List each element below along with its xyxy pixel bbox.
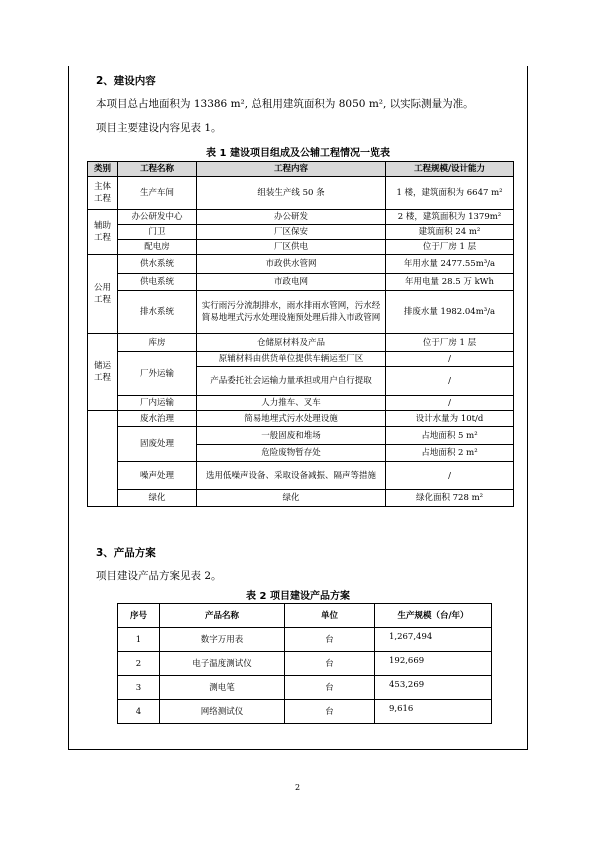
project-name: 厂外运输	[118, 352, 197, 396]
table2-header: 序号	[118, 604, 160, 628]
table-construction-content	[87, 161, 514, 507]
project-content: 一般固废和堆场	[197, 427, 386, 445]
project-content: 组装生产线 50 条	[197, 177, 386, 210]
project-scale: /	[386, 367, 514, 396]
table-product-plan	[117, 603, 492, 724]
paragraph-table-ref: 项目主要建设内容见表 1。	[96, 122, 222, 134]
project-name: 库房	[118, 334, 197, 352]
project-name: 噪声处理	[118, 462, 197, 490]
product-name: 网络测试仪	[160, 700, 285, 724]
product-scale: 1,267,494	[375, 628, 492, 652]
table2-header: 生产规模（台/年）	[375, 604, 492, 628]
product-no: 4	[118, 700, 160, 724]
product-name: 测电笔	[160, 676, 285, 700]
project-scale: 占地面积 2 m²	[386, 445, 514, 462]
page-number: 2	[294, 783, 301, 792]
project-scale: 2 楼，建筑面积为 1379m²	[386, 210, 514, 225]
project-scale: 位于厂房 1 层	[386, 334, 514, 352]
project-name: 办公研发中心	[118, 210, 197, 225]
project-content: 厂区保安	[197, 225, 386, 240]
paragraph-area: 本项目总占地面积为 13386 m², 总租用建筑面积为 8050 m², 以实际测量为准。	[96, 98, 474, 110]
project-content: 人力推车、叉车	[197, 396, 386, 411]
project-scale: /	[386, 462, 514, 490]
project-name: 供电系统	[118, 274, 197, 291]
product-no: 3	[118, 676, 160, 700]
project-scale: 位于厂房 1 层	[386, 240, 514, 255]
project-name: 废水治理	[118, 411, 197, 427]
product-no: 1	[118, 628, 160, 652]
category-aux: 辅助 工程	[88, 210, 118, 255]
project-content: 简易地埋式污水处理设施	[197, 411, 386, 427]
project-name: 供水系统	[118, 255, 197, 274]
product-scale: 9,616	[375, 700, 492, 724]
project-scale: 建筑面积 24 m²	[386, 225, 514, 240]
category-main: 主体 工程	[88, 177, 118, 210]
project-content: 绿化	[197, 490, 386, 507]
product-unit: 台	[285, 628, 375, 652]
product-no: 2	[118, 652, 160, 676]
product-scale: 453,269	[375, 676, 492, 700]
project-scale: 年用水量 2477.55m³/a	[386, 255, 514, 274]
project-scale: 年用电量 28.5 万 kWh	[386, 274, 514, 291]
product-unit: 台	[285, 700, 375, 724]
project-scale: /	[386, 352, 514, 367]
project-name: 配电房	[118, 240, 197, 255]
product-name: 电子温度测试仪	[160, 652, 285, 676]
product-name: 数字万用表	[160, 628, 285, 652]
table2-header: 单位	[285, 604, 375, 628]
product-unit: 台	[285, 676, 375, 700]
project-content: 产品委托社会运输力量承担或用户自行提取	[197, 367, 386, 396]
project-content: 办公研发	[197, 210, 386, 225]
project-name: 固废处理	[118, 427, 197, 462]
table1-caption: 表 1 建设项目组成及公辅工程情况一览表	[206, 148, 390, 159]
project-name: 生产车间	[118, 177, 197, 210]
project-name: 门卫	[118, 225, 197, 240]
project-content: 实行雨污分流制排水，雨水排雨水管网，污水经简易地埋式污水处理设施预处理后排入市政管网	[197, 291, 386, 334]
category-storage: 储运 工程	[88, 334, 118, 411]
project-content: 原辅材料由供货单位提供车辆运至厂区	[197, 352, 386, 367]
section-title-construction: 2、建设内容	[96, 75, 156, 87]
project-scale: 1 楼，建筑面积为 6647 m²	[386, 177, 514, 210]
table1-header: 工程内容	[197, 162, 386, 177]
project-content: 危险废物暂存处	[197, 445, 386, 462]
project-content: 选用低噪声设备、采取设备减振、隔声等措施	[197, 462, 386, 490]
project-scale: 占地面积 5 m²	[386, 427, 514, 445]
project-scale: /	[386, 396, 514, 411]
product-scale: 192,669	[375, 652, 492, 676]
product-unit: 台	[285, 652, 375, 676]
table1-header: 工程规模/设计能力	[386, 162, 514, 177]
table2-caption: 表 2 项目建设产品方案	[246, 591, 350, 602]
paragraph-product-ref: 项目建设产品方案见表 2。	[96, 570, 222, 582]
table2-header: 产品名称	[160, 604, 285, 628]
category-public: 公用 工程	[88, 255, 118, 334]
section-title-products: 3、产品方案	[96, 547, 156, 559]
table1-header: 类别	[88, 162, 118, 177]
project-name: 排水系统	[118, 291, 197, 334]
project-content: 仓储原材料及产品	[197, 334, 386, 352]
project-content: 厂区供电	[197, 240, 386, 255]
project-scale: 排废水量 1982.04m³/a	[386, 291, 514, 334]
project-scale: 绿化面积 728 m²	[386, 490, 514, 507]
project-content: 市政供水管网	[197, 255, 386, 274]
project-content: 市政电网	[197, 274, 386, 291]
project-name: 厂内运输	[118, 396, 197, 411]
project-scale: 设计水量为 10t/d	[386, 411, 514, 427]
category-env-blank	[88, 411, 118, 507]
project-name: 绿化	[118, 490, 197, 507]
table1-header: 工程名称	[118, 162, 197, 177]
